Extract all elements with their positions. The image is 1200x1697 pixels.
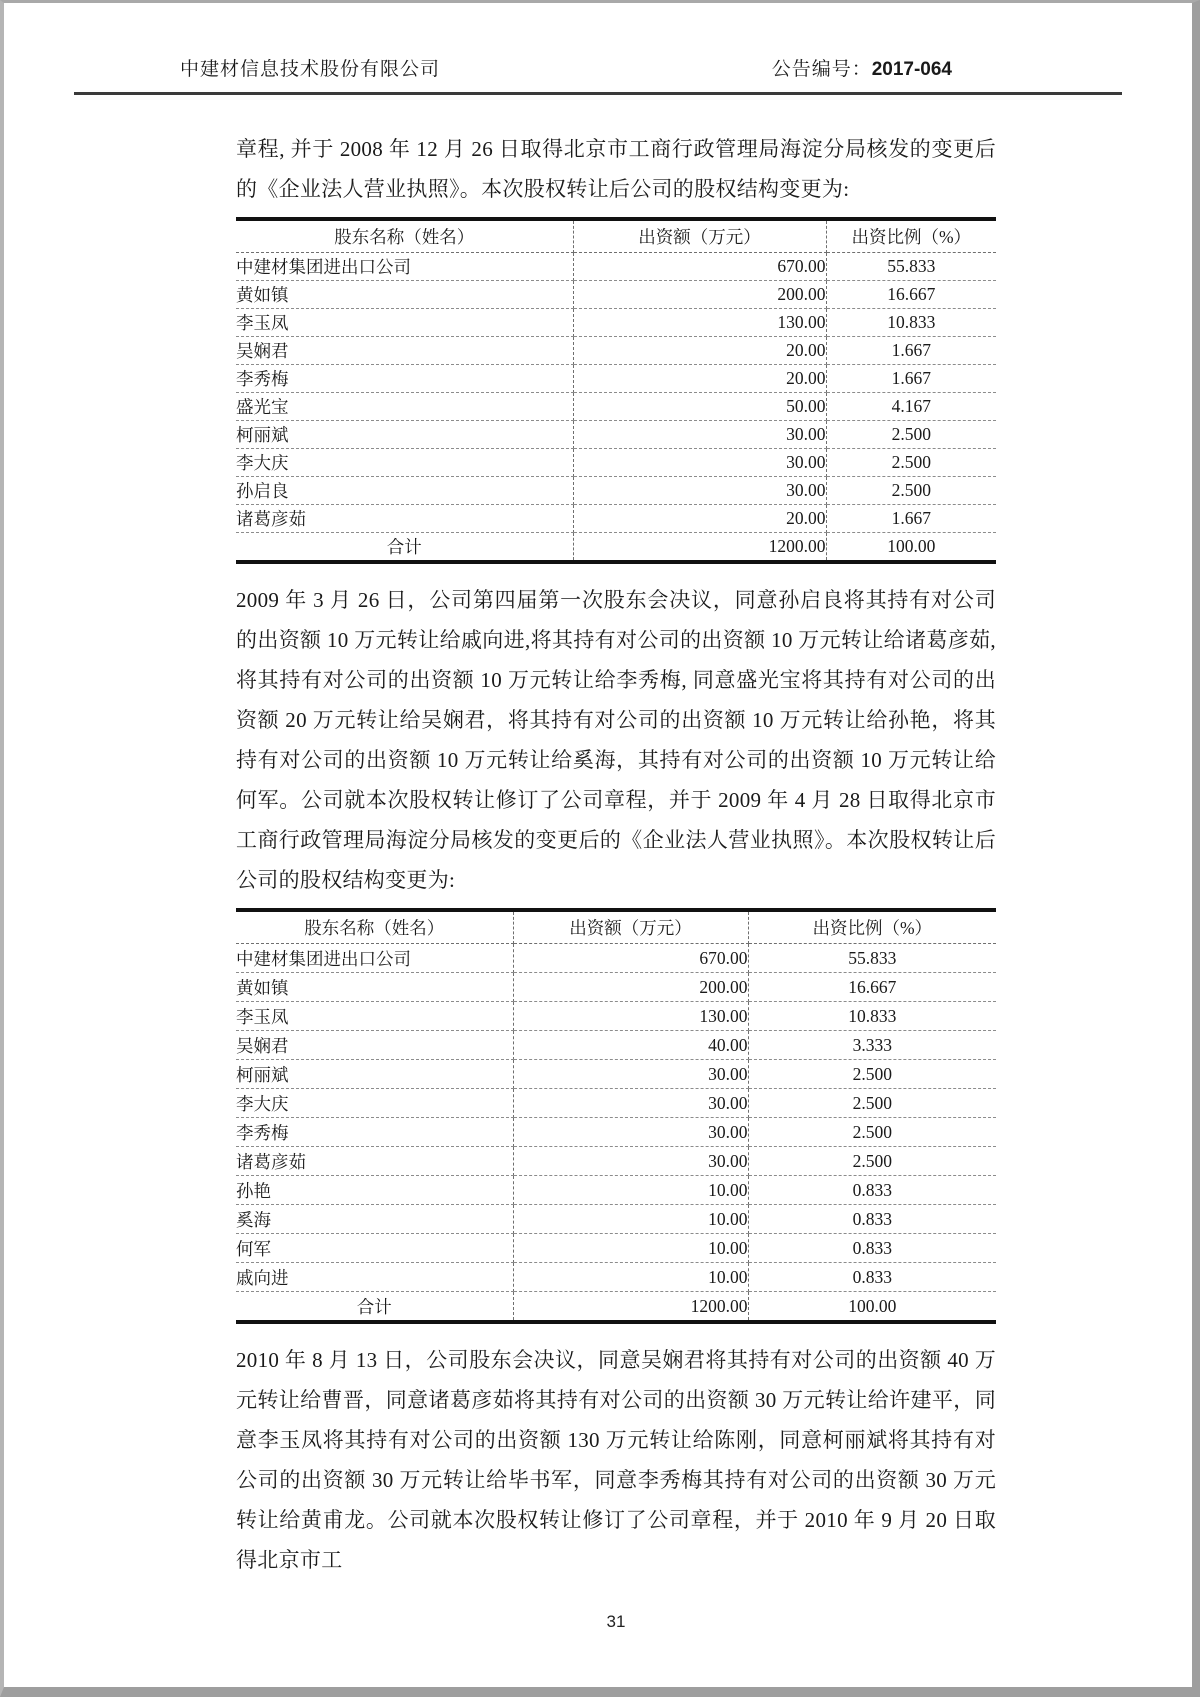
table-row — [236, 1060, 996, 1089]
table-row — [236, 421, 996, 449]
shareholder-name-cell: 黄如镇 — [236, 281, 573, 309]
amount-cell: 10.00 — [513, 1205, 748, 1234]
shareholder-name-cell: 奚海 — [236, 1205, 513, 1234]
amount-cell: 20.00 — [573, 505, 826, 533]
shareholder-name-cell: 何军 — [236, 1234, 513, 1263]
column-header-ratio: 出资比例（%） — [748, 910, 996, 944]
ratio-cell: 100.00 — [826, 533, 996, 563]
table-row — [236, 1234, 996, 1263]
amount-cell: 1200.00 — [513, 1292, 748, 1323]
amount-cell: 40.00 — [513, 1031, 748, 1060]
paragraph-2009-transfer: 2009 年 3 月 26 日，公司第四届第一次股东会决议，同意孙启良将其持有对公司的出资额 10 万元转让给戚向进,将其持有对公司的出资额 10 万元转让给诸葛彦茹, 将其持有对公司的出资额 10 万元转让给李秀梅, 同意盛光宝将其持有对公司的出资额 20 万元转让给吴娴君，将其持有对公司的出资额 10 万元转让给孙艳，将其持有对公司的出资额 10 万元转让给奚海，其持有对公司的出资额 10 万元转让给何军。公司就本次股权转让修订了公司章程，并于 2009 年 4 月 28 日取得北京市工商行政管理局海淀分局核发的变更后的《企业法人营业执照》。本次股权转让后公司的股权结构变更为: — [236, 588, 996, 892]
company-name: 中建材信息技术股份有限公司 — [180, 59, 441, 80]
amount-cell: 20.00 — [573, 365, 826, 393]
equity-structure-table-2008 — [236, 217, 996, 564]
ratio-cell: 10.833 — [748, 1002, 996, 1031]
amount-cell: 200.00 — [573, 281, 826, 309]
shareholder-name-cell: 李大庆 — [236, 1089, 513, 1118]
ratio-cell: 2.500 — [826, 449, 996, 477]
table-row — [236, 944, 996, 973]
ratio-cell: 55.833 — [748, 944, 996, 973]
table-row — [236, 1089, 996, 1118]
shareholder-name-cell: 盛光宝 — [236, 393, 573, 421]
document-header — [180, 57, 952, 83]
amount-cell: 30.00 — [573, 477, 826, 505]
table-row — [236, 1292, 996, 1323]
ratio-cell: 2.500 — [826, 421, 996, 449]
shareholder-name-cell: 孙启良 — [236, 477, 573, 505]
column-header-shareholder: 股东名称（姓名） — [236, 910, 513, 944]
table-row — [236, 449, 996, 477]
amount-cell: 10.00 — [513, 1176, 748, 1205]
table-row — [236, 1205, 996, 1234]
shareholder-name-cell: 中建材集团进出口公司 — [236, 253, 573, 281]
amount-cell: 670.00 — [513, 944, 748, 973]
ratio-cell: 55.833 — [826, 253, 996, 281]
shareholder-name-cell: 李大庆 — [236, 449, 573, 477]
amount-cell: 30.00 — [513, 1060, 748, 1089]
shareholder-name-cell: 合计 — [236, 533, 573, 563]
amount-cell: 30.00 — [573, 449, 826, 477]
table-row — [236, 337, 996, 365]
shareholder-name-cell: 戚向进 — [236, 1263, 513, 1292]
ratio-cell: 2.500 — [826, 477, 996, 505]
table-row — [236, 1176, 996, 1205]
amount-cell: 30.00 — [513, 1089, 748, 1118]
ratio-cell: 2.500 — [748, 1089, 996, 1118]
amount-cell: 10.00 — [513, 1263, 748, 1292]
amount-cell: 30.00 — [513, 1147, 748, 1176]
column-header-amount: 出资额（万元） — [573, 219, 826, 253]
table-header-row — [236, 910, 996, 944]
column-header-shareholder: 股东名称（姓名） — [236, 219, 573, 253]
amount-cell: 1200.00 — [573, 533, 826, 563]
ratio-cell: 2.500 — [748, 1118, 996, 1147]
ratio-cell: 16.667 — [826, 281, 996, 309]
amount-cell: 200.00 — [513, 973, 748, 1002]
amount-cell: 130.00 — [573, 309, 826, 337]
table-row — [236, 1002, 996, 1031]
shareholder-name-cell: 诸葛彦茹 — [236, 1147, 513, 1176]
shareholder-name-cell: 吴娴君 — [236, 337, 573, 365]
announcement-id — [772, 57, 952, 83]
ratio-cell: 0.833 — [748, 1263, 996, 1292]
amount-cell: 30.00 — [513, 1118, 748, 1147]
ratio-cell: 3.333 — [748, 1031, 996, 1060]
document-body — [236, 129, 996, 1632]
announcement-label: 公告编号： — [771, 59, 872, 80]
table-row — [236, 1118, 996, 1147]
table-row — [236, 533, 996, 563]
shareholder-name-cell: 孙艳 — [236, 1176, 513, 1205]
equity-structure-table-2009 — [236, 908, 996, 1324]
ratio-cell: 0.833 — [748, 1234, 996, 1263]
amount-cell: 50.00 — [573, 393, 826, 421]
shareholder-name-cell: 李秀梅 — [236, 1118, 513, 1147]
column-header-amount: 出资额（万元） — [513, 910, 748, 944]
shareholder-name-cell: 李玉凤 — [236, 309, 573, 337]
table-row — [236, 365, 996, 393]
ratio-cell: 0.833 — [748, 1176, 996, 1205]
table-row — [236, 393, 996, 421]
table-row — [236, 1031, 996, 1060]
header-divider — [74, 92, 1122, 95]
amount-cell: 30.00 — [573, 421, 826, 449]
amount-cell: 10.00 — [513, 1234, 748, 1263]
table-row — [236, 1147, 996, 1176]
table-row — [236, 309, 996, 337]
shareholder-name-cell: 柯丽斌 — [236, 1060, 513, 1089]
shareholder-name-cell: 吴娴君 — [236, 1031, 513, 1060]
ratio-cell: 16.667 — [748, 973, 996, 1002]
shareholder-name-cell: 柯丽斌 — [236, 421, 573, 449]
table-row — [236, 1263, 996, 1292]
shareholder-name-cell: 黄如镇 — [236, 973, 513, 1002]
ratio-cell: 100.00 — [748, 1292, 996, 1323]
table-row — [236, 281, 996, 309]
paragraph-2008-transfer: 章程, 并于 2008 年 12 月 26 日取得北京市工商行政管理局海淀分局核发的变更后的《企业法人营业执照》。本次股权转让后公司的股权结构变更为: — [236, 137, 996, 201]
paragraph-2010-transfer: 2010 年 8 月 13 日，公司股东会决议，同意吴娴君将其持有对公司的出资额 40 万元转让给曹晋，同意诸葛彦茹将其持有对公司的出资额 30 万元转让给许建平，同意李玉凤将其持有对公司的出资额 130 万元转让给陈刚，同意柯丽斌将其持有对公司的出资额 30 万元转让给毕书军，同意李秀梅其持有对公司的出资额 30 万元转让给黄甫龙。公司就本次股权转让修订了公司章程，并于 2010 年 9 月 20 日取得北京市工 — [236, 1348, 996, 1572]
ratio-cell: 1.667 — [826, 505, 996, 533]
table-row — [236, 477, 996, 505]
shareholder-name-cell: 诸葛彦茹 — [236, 505, 573, 533]
table-row — [236, 973, 996, 1002]
shareholder-name-cell: 中建材集团进出口公司 — [236, 944, 513, 973]
table-row — [236, 253, 996, 281]
ratio-cell: 4.167 — [826, 393, 996, 421]
table-row — [236, 505, 996, 533]
ratio-cell: 2.500 — [748, 1147, 996, 1176]
table-header-row — [236, 219, 996, 253]
ratio-cell: 10.833 — [826, 309, 996, 337]
amount-cell: 20.00 — [573, 337, 826, 365]
ratio-cell: 1.667 — [826, 337, 996, 365]
shareholder-name-cell: 李秀梅 — [236, 365, 573, 393]
page-number: 31 — [606, 1612, 626, 1631]
ratio-cell: 0.833 — [748, 1205, 996, 1234]
column-header-ratio: 出资比例（%） — [826, 219, 996, 253]
amount-cell: 670.00 — [573, 253, 826, 281]
ratio-cell: 1.667 — [826, 365, 996, 393]
amount-cell: 130.00 — [513, 1002, 748, 1031]
ratio-cell: 2.500 — [748, 1060, 996, 1089]
shareholder-name-cell: 李玉凤 — [236, 1002, 513, 1031]
shareholder-name-cell: 合计 — [236, 1292, 513, 1323]
announcement-number: 2017-064 — [871, 59, 952, 80]
